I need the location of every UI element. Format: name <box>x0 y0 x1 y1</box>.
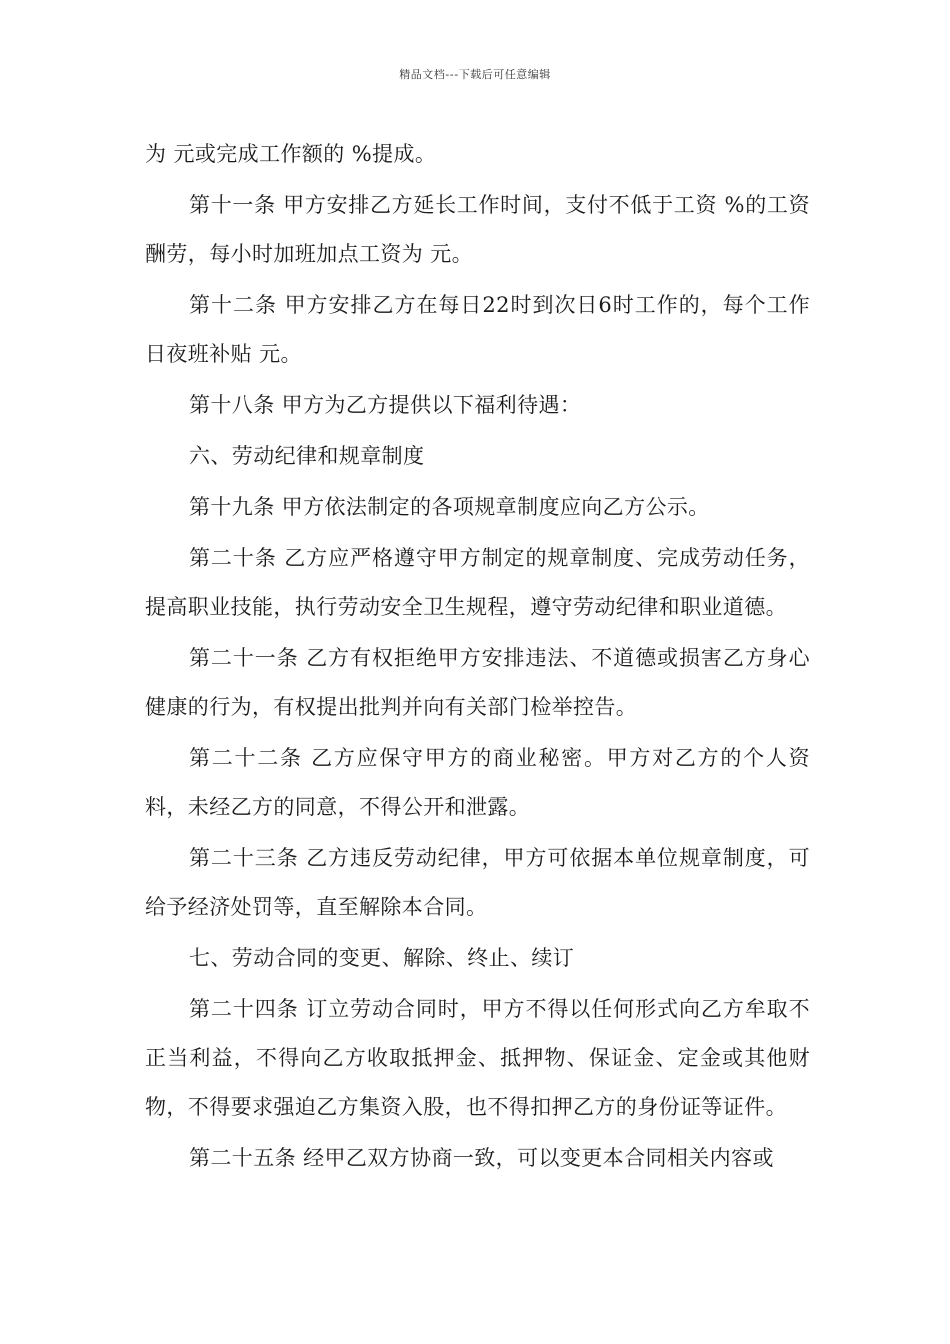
paragraph-article-12: 第十二条 甲方安排乙方在每日22时到次日6时工作的，每个工作日夜班补贴 元。 <box>145 293 810 366</box>
paragraph-article-20: 第二十条 乙方应严格遵守甲方制定的规章制度、完成劳动任务，提高职业技能，执行劳动安全卫生规程，遵守劳动纪律和职业道德。 <box>145 546 810 619</box>
paragraph-article-25: 第二十五条 经甲乙双方协商一致，可以变更本合同相关内容或 <box>189 1146 774 1170</box>
page-header: 精品文档---下载后可任意编辑 <box>399 68 551 81</box>
paragraph-continuation: 为 元或完成工作额的 %提成。 <box>145 142 437 166</box>
paragraph-article-22: 第二十二条 乙方应保守甲方的商业秘密。甲方对乙方的个人资料，未经乙方的同意，不得公开和泄露。 <box>145 746 810 819</box>
section-heading-7: 七、劳动合同的变更、解除、终止、续订 <box>189 946 575 970</box>
paragraph-article-23: 第二十三条 乙方违反劳动纪律，甲方可依据本单位规章制度，可给予经济处罚等，直至解除本合同。 <box>145 846 810 919</box>
paragraph-article-24: 第二十四条 订立劳动合同时，甲方不得以任何形式向乙方牟取不正当利益，不得向乙方收取抵押金、抵押物、保证金、定金或其他财物，不得要求强迫乙方集资入股，也不得扣押乙方的身份证等证件。 <box>145 997 810 1119</box>
paragraph-article-21: 第二十一条 乙方有权拒绝甲方安排违法、不道德或损害乙方身心健康的行为，有权提出批判并向有关部门检举控告。 <box>145 646 810 719</box>
paragraph-article-19: 第十九条 甲方依法制定的各项规章制度应向乙方公示。 <box>189 495 710 519</box>
paragraph-article-18: 第十八条 甲方为乙方提供以下福利待遇： <box>189 393 582 417</box>
paragraph-article-11: 第十一条 甲方安排乙方延长工作时间，支付不低于工资 %的工资酬劳，每小时加班加点工资为 元。 <box>145 193 810 266</box>
document-body <box>145 130 810 1185</box>
section-heading-6: 六、劳动纪律和规章制度 <box>189 444 425 468</box>
